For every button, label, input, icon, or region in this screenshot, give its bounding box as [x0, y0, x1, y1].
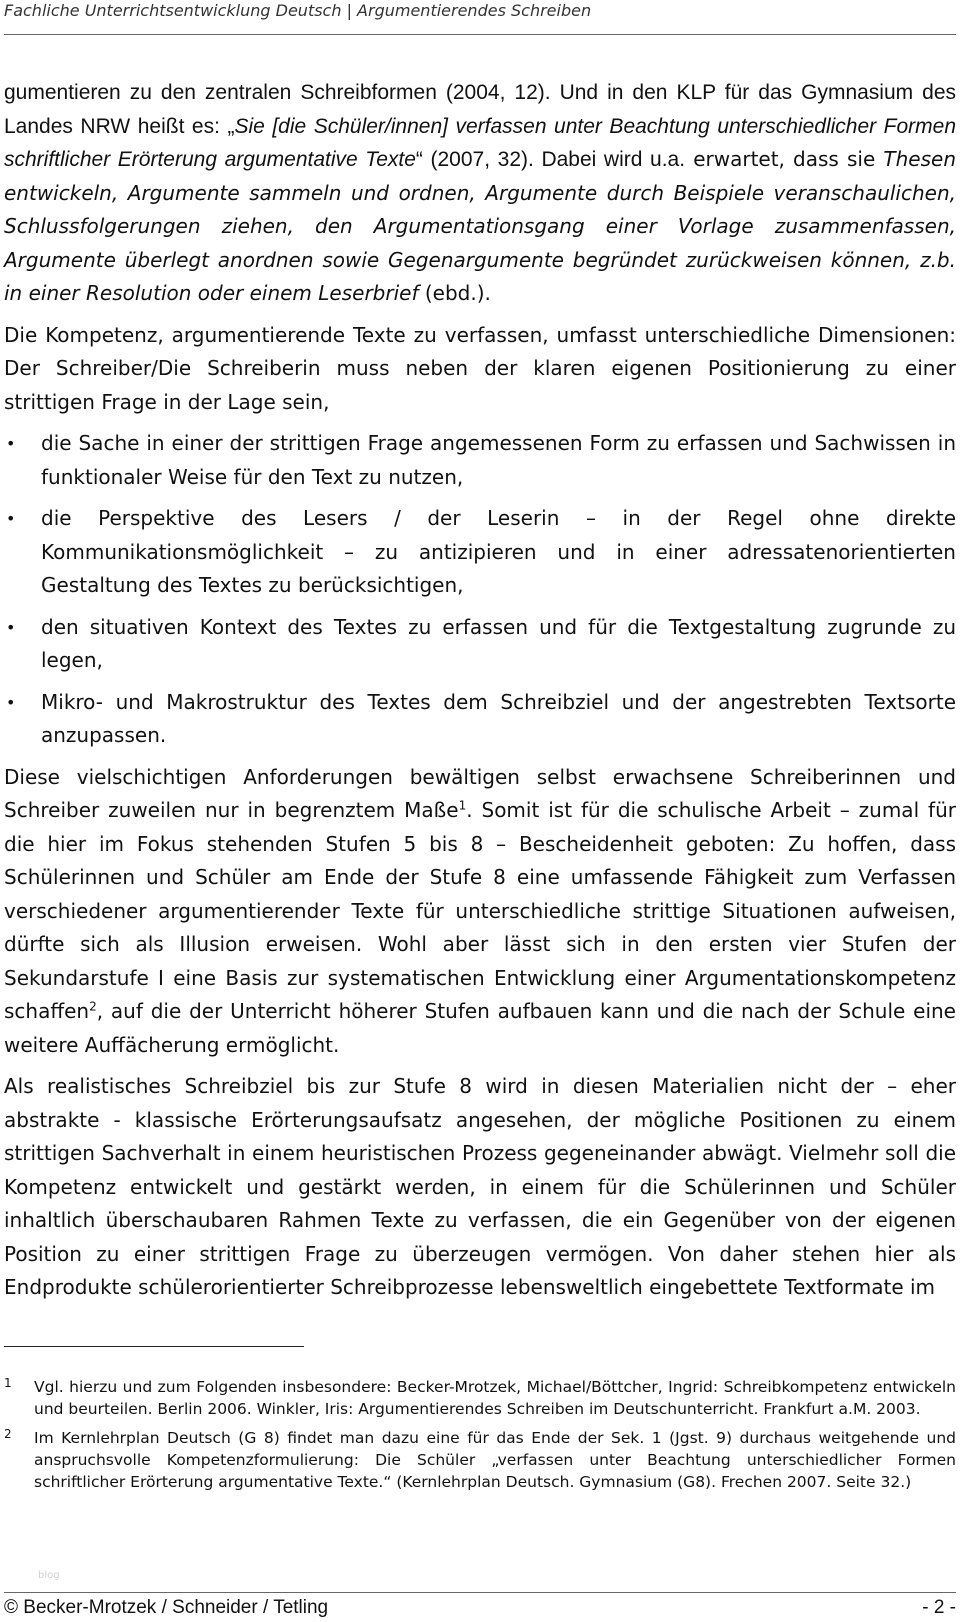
list-item-text: die Perspektive des Lesers / der Leserin – in der Regel ohne direkte Kommunikationsmöglichkeit – zu antizipieren und in einer adressatenorientierten Gestaltung des Textes zu berücksichtigen,: [41, 506, 956, 597]
bullet-icon: •: [6, 434, 16, 453]
footnote-number: 1: [4, 1376, 12, 1390]
footnote-text: Im Kernlehrplan Deutsch (G 8) findet man dazu eine für das Ende der Sek. 1 (Jgst. 9) durchaus weitgehende und anspruchsvolle Kompetenzformulierung: Die Schüler „verfassen unter Beachtung unterschiedlicher Formen schriftlicher Erörterung argumentative Texte.“ (Kernlehrplan Deutsch. Gymnasium (G8). Frechen 2007. Seite 32.): [34, 1429, 956, 1491]
list-item-text: Mikro- und Makrostruktur des Textes dem Schreibziel und der angestrebten Textsorte anzupassen.: [41, 689, 956, 747]
bullet-icon: •: [6, 692, 16, 712]
paragraph-3-part-c: , auf die der Unterricht höherer Stufen aufbauen kann und die nach der Schule eine weitere Auffächerung ermöglicht.: [4, 999, 956, 1057]
list-item: [4, 686, 956, 753]
paragraph-1-expectation: erwartet, dass sie: [685, 147, 884, 171]
footnote-text: Vgl. hierzu und zum Folgenden insbesondere: Becker-Mrotzek, Michael/Böttcher, Ingrid: Schreibkompetenz entwickeln und beurteilen. Berlin 2006. Winkler, Iris: Argumentierendes Schreiben im Deutschunterricht. Frankfurt a.M. 2003.: [34, 1378, 956, 1418]
page-number: - 2 -: [922, 1597, 956, 1618]
paragraph-1-quote: Sie [die Schüler/innen] verfassen unter Beachtung unterschiedlicher Formen schriftlicher Erörterung argumentative Texte: [4, 114, 956, 171]
watermark: blog: [38, 1570, 60, 1581]
header-divider: [4, 34, 956, 35]
paragraph-1-source: (ebd.).: [418, 281, 491, 305]
list-item: [4, 502, 956, 603]
list-item-text: den situativen Kontext des Textes zu erfassen und für die Textgestaltung zugrunde zu legen,: [41, 614, 956, 672]
paragraph-dimensions: Die Kompetenz, argumentierende Texte zu verfassen, umfasst unterschiedliche Dimensionen: Der Schreiber/Die Schreiberin muss neben der klaren eigenen Positionierung zu einer strittigen Frage in der Lage sein,: [4, 322, 956, 414]
main-text: [4, 76, 956, 1313]
footnotes: [4, 1376, 956, 1500]
paragraph-3-part-b: . Somit ist für die schulische Arbeit – zumal für die hier im Fokus stehenden Stufen 5 bis 8 – Bescheidenheit geboten: Zu hoffen, dass Schülerinnen und Schüler am Ende der Stufe 8 eine umfassende Fähigkeit zum Verfassen verschiedener argumentierender Texte für unterschiedliche strittige Situationen aufweisen, dürfte sich als Illusion erweisen. Wohl aber lässt sich in den ersten vier Stufen der Sekundarstufe I eine Basis zur systematischen Entwicklung einer Argumentationskompetenz schaffen: [4, 798, 956, 1023]
paragraph-writing-goal: Als realistisches Schreibziel bis zur Stufe 8 wird in diesen Materialien nicht der – eher abstrakte - klassische Erörterungsaufsatz angesehen, der mögliche Positionen zu einem strittigen Sachverhalt in einem heuristischen Prozess gegeneinander abwägt. Vielmehr soll die Kompetenz entwickelt und gestärkt werden, in einem für die Schülerinnen und Schüler inhaltlich überschaubaren Rahmen Texte zu verfassen, die ein Gegenüber von der eigenen Position zu einer strittigen Frage zu überzeugen vermögen. Von daher stehen hier als Endprodukte schülerorientierter Schreibprozesse lebensweltlich eingebettete Textformate im: [4, 1074, 956, 1299]
footer-divider: [4, 1592, 956, 1593]
paragraph-klp-quote: [4, 76, 956, 311]
footnote-1: [4, 1376, 956, 1420]
list-item: [4, 611, 956, 678]
list-item-text: die Sache in einer der strittigen Frage angemessenen Form zu erfassen und Sachwissen in funktionaler Weise für den Text zu nutzen,: [41, 431, 956, 489]
page-header: Fachliche Unterrichtsentwicklung Deutsch | Argumentierendes Schreiben: [4, 1, 592, 20]
list-item: [4, 427, 956, 494]
footnote-divider: [4, 1346, 304, 1347]
paragraph-requirements: [4, 761, 956, 1063]
paragraph-1-citation: “ (2007, 32). Dabei wird u.a.: [415, 148, 686, 171]
paragraph-1-intro: gumentieren zu den zentralen Schreibformen (2004, 12). Und in den KLP für das Gymnasium des Landes NRW heißt es: „: [4, 81, 956, 138]
footer-authors: © Becker-Mrotzek / Schneider / Tetling: [4, 1597, 329, 1618]
paragraph-3-part-a: Diese vielschichtigen Anforderungen bewältigen selbst erwachsene Schreiberinnen und Schreiber zuweilen nur in begrenztem Maße: [4, 764, 956, 822]
bullet-icon: •: [6, 509, 16, 528]
footnote-ref-2[interactable]: 2: [89, 999, 97, 1014]
page-footer: [4, 1596, 956, 1620]
dimension-list: [4, 427, 956, 753]
footnote-number: 2: [4, 1427, 12, 1441]
bullet-icon: •: [6, 617, 16, 637]
footnote-ref-1[interactable]: 1: [458, 798, 467, 813]
paragraph-1-competencies: Thesen entwickeln, Argumente sammeln und ordnen, Argumente durch Beispiele veranschaulichen, Schlussfolgerungen ziehen, den Argumentationsgang einer Vorlage zusammenfassen, Argumente überlegt anordnen sowie Gegenargumente begründet zurückweisen können, z.b. in einer Resolution oder einem Leserbrief: [4, 147, 956, 305]
footnote-2: [4, 1427, 956, 1493]
